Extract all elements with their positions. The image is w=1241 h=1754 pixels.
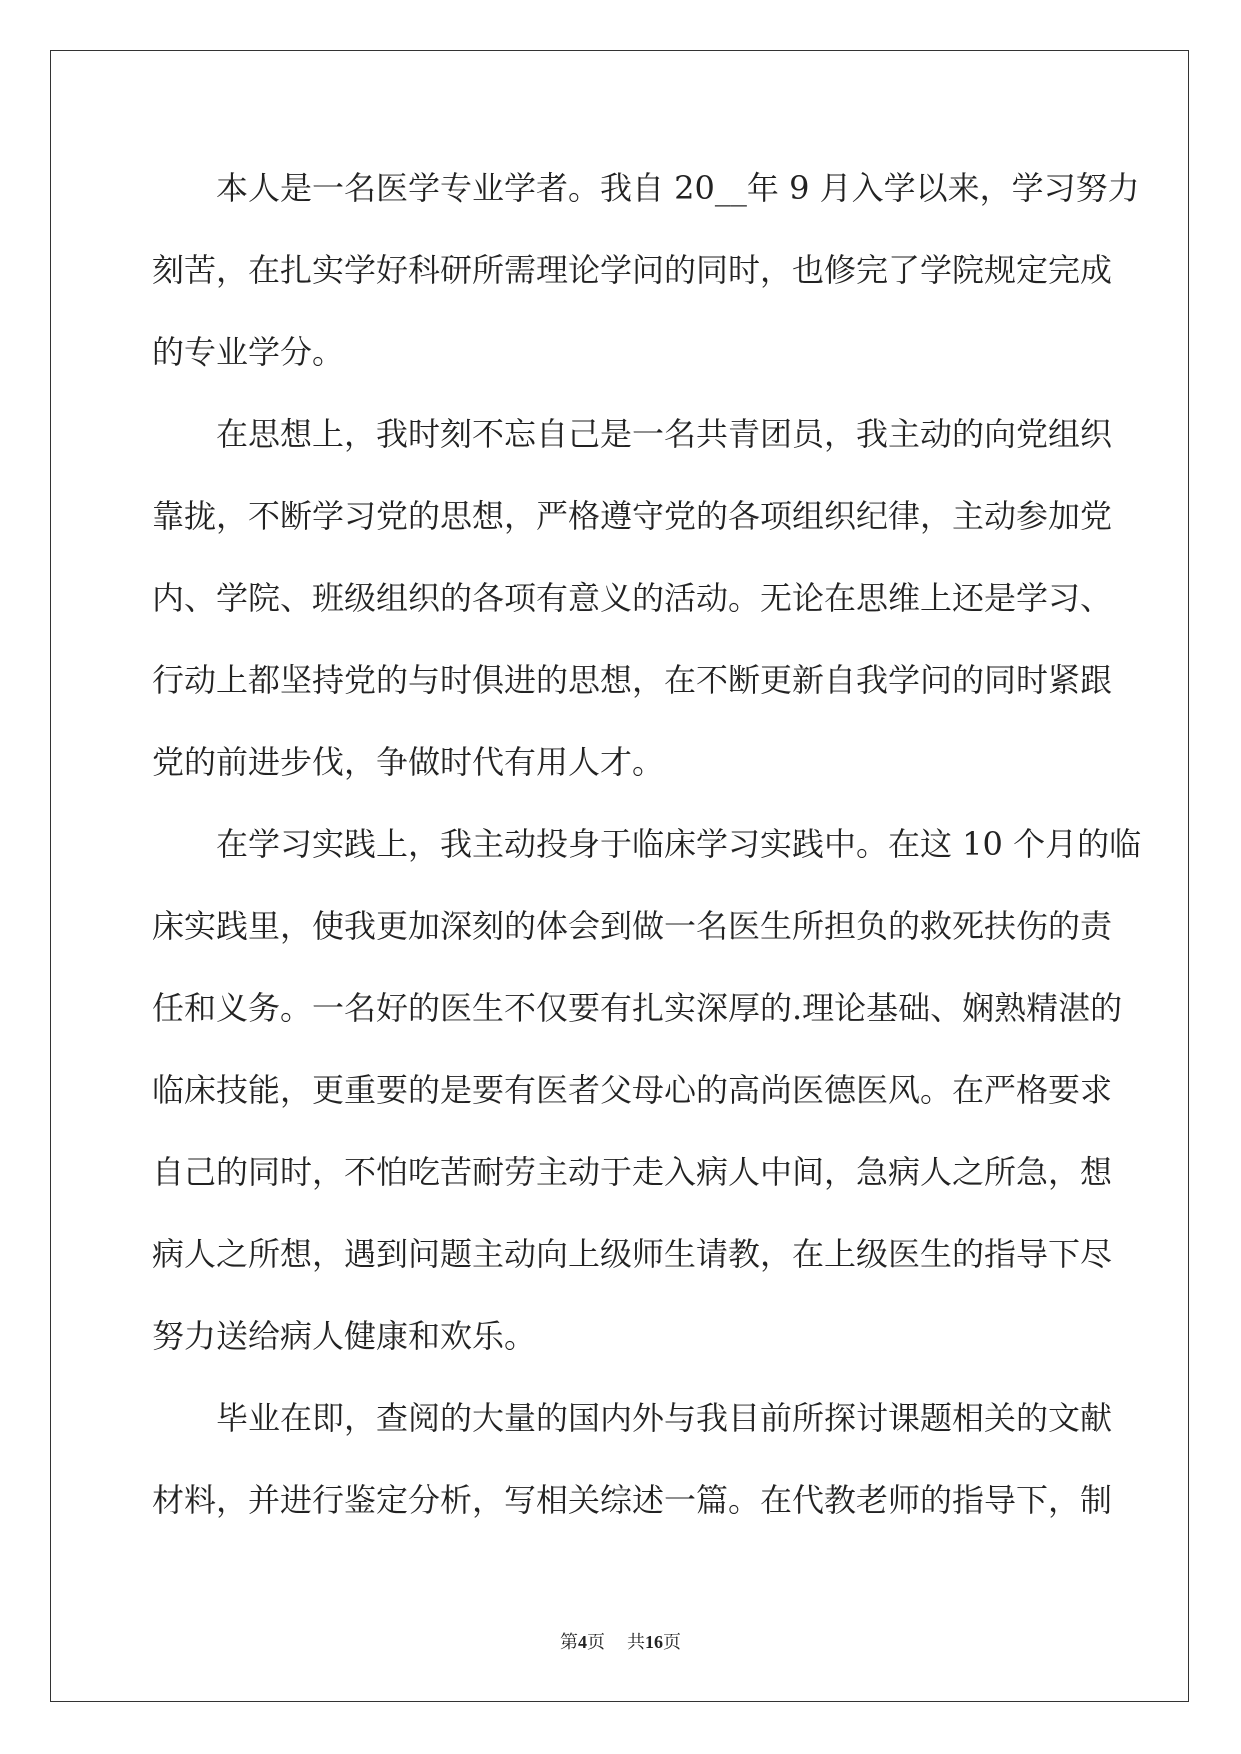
text-line: 病人之所想，遇到问题主动向上级师生请教，在上级医生的指导下尽 — [152, 1235, 1113, 1273]
text-line: 在学习实践上，我主动投身于临床学习实践中。在这 10 个月的临 — [216, 825, 1142, 863]
text-line: 在思想上，我时刻不忘自己是一名共青团员，我主动的向党组织 — [216, 415, 1113, 453]
text-line: 的专业学分。 — [152, 333, 345, 371]
text-line: 刻苦，在扎实学好科研所需理论学问的同时，也修完了学院规定完成 — [152, 251, 1113, 289]
total-suffix: 页 — [663, 1632, 681, 1652]
text-line: 努力送给病人健康和欢乐。 — [152, 1317, 537, 1355]
total-pages: 16 — [645, 1632, 663, 1652]
page-footer — [0, 1628, 1241, 1654]
page-prefix: 第 — [560, 1632, 578, 1652]
text-line: 临床技能，更重要的是要有医者父母心的高尚医德医风。在严格要求 — [152, 1071, 1113, 1109]
text-line: 材料，并进行鉴定分析，写相关综述一篇。在代教老师的指导下，制 — [152, 1481, 1113, 1519]
text-line: 毕业在即，查阅的大量的国内外与我目前所探讨课题相关的文献 — [216, 1399, 1113, 1437]
text-line: 自己的同时，不怕吃苦耐劳主动于走入病人中间，急病人之所急，想 — [152, 1153, 1113, 1191]
text-line: 行动上都坚持党的与时俱进的思想，在不断更新自我学问的同时紧跟 — [152, 661, 1113, 699]
text-line: 党的前进步伐，争做时代有用人才。 — [152, 743, 665, 781]
document-body — [152, 160, 1142, 1554]
page-number: 4 — [578, 1632, 587, 1652]
page-suffix: 页 — [587, 1632, 605, 1652]
text-line: 内、学院、班级组织的各项有意义的活动。无论在思维上还是学习、 — [152, 579, 1113, 617]
text-line: 本人是一名医学专业学者。我自 20__年 9 月入学以来，学习努力 — [216, 169, 1140, 207]
text-line: 任和义务。一名好的医生不仅要有扎实深厚的.理论基础、娴熟精湛的 — [152, 989, 1123, 1027]
total-prefix: 共 — [627, 1632, 645, 1652]
text-line: 靠拢，不断学习党的思想，严格遵守党的各项组织纪律，主动参加党 — [152, 497, 1113, 535]
text-line: 床实践里，使我更加深刻的体会到做一名医生所担负的救死扶伤的责 — [152, 907, 1113, 945]
